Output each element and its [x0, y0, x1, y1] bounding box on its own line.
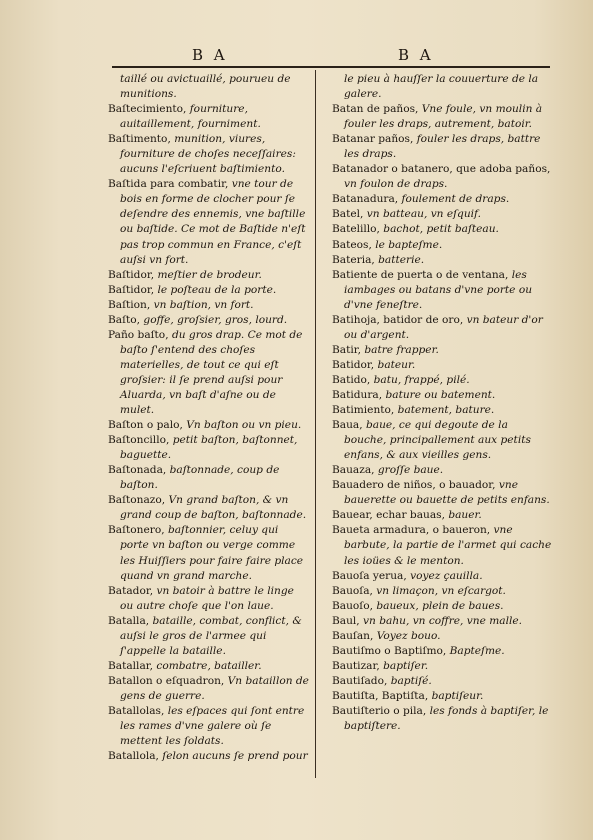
entry-headword: Batallolas, — [108, 704, 168, 717]
entry-gloss: baptiſeur. — [431, 689, 484, 702]
entry-headword: Baueta armadura, o baueron, — [332, 524, 494, 537]
entry-gloss: taillé ou avictuaillé, pourueu de munitions. — [120, 73, 291, 101]
entry-headword: Baſtimento, — [108, 133, 175, 146]
dictionary-entry — [332, 523, 552, 568]
entry-headword: Batanar paños, — [332, 133, 417, 146]
entry-headword: Bauoſa yerua, — [332, 569, 411, 582]
entry-headword: Batallon o eſquadron, — [108, 674, 228, 687]
entry-headword: Baſtonero, — [108, 524, 168, 537]
dictionary-entry — [332, 704, 552, 734]
entry-gloss: batterie. — [378, 253, 425, 266]
dictionary-entry — [108, 268, 310, 283]
dictionary-entry — [108, 523, 310, 583]
entry-headword: Batihoja, batidor de oro, — [332, 313, 467, 326]
entry-gloss: vn bateur d'or ou d'argent. — [344, 313, 543, 341]
entry-headword: Baſtonada, — [108, 464, 170, 477]
entry-headword: Batiente de puerta o de ventana, — [332, 268, 512, 281]
entry-gloss: munition, viures, fourniture de choſes neceſſaires: aucuns l'eſcriuent baſtimiento. — [120, 133, 296, 176]
dictionary-entry — [332, 343, 552, 358]
dictionary-entry — [332, 313, 552, 343]
dictionary-entry — [332, 689, 552, 704]
entry-gloss: les fonds à baptiſer, le baptiſtere. — [344, 704, 549, 733]
entry-headword: Batanadura, — [332, 193, 402, 206]
entry-gloss: baue, ce qui degoute de la bouche, principallement aux petits enfans, & aux vieilles gens. — [344, 419, 531, 462]
entry-gloss: Vn baſton ou vn pieu. — [186, 419, 302, 432]
dictionary-entry — [108, 418, 310, 433]
entry-gloss: baſtonnier, celuy qui porte vn baſton ou verge comme les Huiſſiers pour faire faire place quand vn grand marche. — [120, 524, 304, 582]
right-column — [332, 72, 552, 734]
entry-headword: Baul, — [332, 614, 364, 627]
entry-headword: Baua, — [332, 419, 366, 432]
entry-headword: Baſtidor, — [108, 283, 158, 296]
entry-gloss: bature ou batement. — [385, 388, 496, 401]
dictionary-entry — [332, 614, 552, 629]
entry-gloss: meſtier de brodeur. — [157, 268, 262, 281]
entry-gloss: vn batteau, vn eſquif. — [366, 208, 481, 221]
entry-headword: Batidor, — [332, 358, 378, 371]
dictionary-entry — [332, 222, 552, 237]
dictionary-entry — [108, 584, 310, 614]
entry-gloss: vne bauerette ou bauette de petits enfans. — [344, 479, 550, 507]
dictionary-entry — [332, 659, 552, 674]
entry-headword: Bauear, echar bauas, — [332, 509, 449, 522]
entry-gloss: bateur. — [377, 358, 416, 371]
entry-gloss: vne barbute, la partie de l'armet qui cache les ioües & le menton. — [344, 524, 552, 567]
entry-headword: Paño baſto, — [108, 328, 172, 341]
entry-gloss: vne tour de bois en forme de clocher pour ſe deſendre des ennemis, vne baſtille ou baſtide. Ce mot de Baſtide n'eſt pas trop commun en France, c'eſt auſsi vn fort. — [120, 178, 306, 266]
dictionary-entry — [108, 614, 310, 659]
entry-headword: Baſtidor, — [108, 268, 158, 281]
entry-gloss: du gros drap. Ce mot de baſto ſ'entend des choſes materielles, de tout ce qui eſt groſsier: il ſe prend auſsi pour Aluarda, vn baſt d'aſne ou de mulet. — [120, 328, 303, 417]
entry-headword: Batan de paños, — [332, 103, 422, 116]
dictionary-entry — [332, 403, 552, 418]
entry-gloss: goffe, groſsier, gros, lourd. — [143, 313, 288, 326]
entry-headword: Batanador o batanero, que adoba paños, — [332, 163, 551, 176]
entry-gloss: vn limaçon, vn eſcargot. — [376, 584, 506, 597]
entry-gloss: bachot, petit baſteau. — [383, 223, 499, 236]
entry-gloss: voyez çauilla. — [410, 569, 483, 582]
entry-gloss: vn foulon de draps. — [344, 178, 448, 191]
dictionary-entry — [108, 132, 310, 177]
entry-gloss: Bapteſme. — [449, 644, 505, 657]
dictionary-entry — [108, 674, 310, 704]
entry-headword: Bauſan, — [332, 629, 377, 642]
entry-headword: Baſton o palo, — [108, 419, 187, 432]
dictionary-entry — [332, 192, 552, 207]
entry-gloss: fourniture, auitaillement, fourniment. — [120, 103, 261, 131]
dictionary-entry — [332, 132, 552, 162]
entry-headword: Baſto, — [108, 313, 144, 326]
dictionary-entry — [108, 463, 310, 493]
dictionary-entry — [332, 463, 552, 478]
dictionary-entry — [108, 433, 310, 463]
column-divider — [315, 70, 316, 778]
dictionary-entry — [332, 644, 552, 659]
entry-headword: Bautiſta, Baptiſta, — [332, 689, 432, 702]
entry-gloss: batu, frappé, pilé. — [373, 373, 470, 386]
entry-headword: Bauoſo, — [332, 599, 377, 612]
dictionary-entry — [108, 493, 310, 523]
entry-gloss: ſelon aucuns ſe prend pour — [162, 750, 308, 763]
entry-headword: Batallola, — [108, 750, 163, 763]
entry-headword: Bateria, — [332, 253, 379, 266]
entry-gloss: le bapteſme. — [375, 238, 443, 251]
entry-gloss: Vn grand baſton, & vn grand coup de baſton, baſtonnade. — [120, 494, 307, 522]
entry-gloss: les iambages ou batans d'vne porte ou d'vne feneſtre. — [344, 268, 533, 311]
entry-gloss: foulement de draps. — [401, 193, 510, 206]
dictionary-entry — [332, 584, 552, 599]
dictionary-entry — [332, 268, 552, 313]
dictionary-entry — [332, 569, 552, 584]
dictionary-entry — [108, 313, 310, 328]
entry-gloss: combatre, batailler. — [156, 659, 262, 672]
entry-headword: Batidura, — [332, 388, 386, 401]
entry-gloss: baſtonnade, coup de baſton. — [120, 464, 280, 492]
entry-gloss: baptiſé. — [390, 674, 432, 687]
entry-gloss: batre frapper. — [364, 343, 439, 356]
entry-headword: Bautiſmo o Baptiſmo, — [332, 644, 450, 657]
dictionary-entry — [332, 629, 552, 644]
running-header — [0, 46, 593, 66]
entry-headword: Bautizar, — [332, 659, 384, 672]
dictionary-entry — [108, 659, 310, 674]
entry-headword: Batimiento, — [332, 404, 398, 417]
dictionary-entry — [332, 238, 552, 253]
entry-gloss: baueux, plein de baues. — [376, 599, 504, 612]
dictionary-entry — [108, 328, 310, 418]
entry-gloss: bauer. — [448, 509, 482, 522]
dictionary-entry — [332, 253, 552, 268]
entry-headword: Bauoſa, — [332, 584, 377, 597]
entry-gloss: Vne foule, vn moulin à fouler les draps, autrement, batoir. — [344, 103, 543, 131]
entry-gloss: batement, bature. — [397, 404, 495, 417]
entry-headword: Bautiſado, — [332, 674, 391, 687]
entry-gloss: bataille, combat, conflict, & auſsi le gros de l'armee qui ſ'appelle la bataille. — [120, 614, 302, 657]
dictionary-entry — [332, 599, 552, 614]
entry-gloss: le pieu à hauſſer la couuerture de la galere. — [344, 73, 539, 101]
entry-headword: Bateos, — [332, 238, 376, 251]
entry-headword: Batalla, — [108, 614, 153, 627]
entry-headword: Batel, — [332, 208, 367, 221]
dictionary-entry — [108, 749, 310, 764]
dictionary-entry — [332, 388, 552, 403]
entry-headword: Bautiſterio o pila, — [332, 704, 430, 717]
entry-headword: Baſtonazo, — [108, 494, 169, 507]
header-left: B A — [192, 46, 228, 64]
dictionary-entry — [332, 358, 552, 373]
dictionary-entry — [108, 704, 310, 749]
dictionary-entry — [332, 478, 552, 508]
entry-headword: Bauaza, — [332, 464, 378, 477]
entry-gloss: vn batoir à battre le linge ou autre choſe que l'on laue. — [120, 584, 294, 612]
dictionary-entry — [332, 162, 552, 192]
header-right: B A — [398, 46, 434, 64]
entry-headword: Batallar, — [108, 659, 157, 672]
entry-headword: Bauadero de niños, o bauador, — [332, 479, 499, 492]
dictionary-entry — [332, 102, 552, 132]
left-column — [108, 72, 310, 764]
dictionary-entry — [108, 298, 310, 313]
entry-headword: Baſtida para combatir, — [108, 178, 232, 191]
entry-gloss: vn bahu, vn coffre, vne malle. — [363, 614, 522, 627]
entry-gloss: groſſe baue. — [377, 464, 444, 477]
dictionary-entry — [332, 674, 552, 689]
entry-gloss: le poſteau de la porte. — [157, 283, 277, 296]
dictionary-entry — [108, 102, 310, 132]
entry-gloss: Voyez bouo. — [376, 629, 441, 642]
entry-gloss: les eſpaces qui ſont entre les rames d'vne galere où ſe mettent les ſoldats. — [120, 704, 305, 748]
dictionary-entry — [332, 72, 552, 102]
entry-headword: Baſtecimiento, — [108, 103, 190, 116]
header-rule — [112, 66, 550, 68]
dictionary-entry — [332, 418, 552, 463]
dictionary-entry — [108, 177, 310, 267]
dictionary-entry — [332, 373, 552, 388]
entry-headword: Baſtoncillo, — [108, 434, 173, 447]
entry-headword: Batir, — [332, 343, 365, 356]
entry-gloss: Vn bataillon de gens de guerre. — [120, 674, 309, 702]
entry-headword: Baſtion, — [108, 298, 154, 311]
entry-headword: Batador, — [108, 584, 157, 597]
entry-gloss: fouler les draps, battre les draps. — [344, 133, 541, 161]
dictionary-entry — [332, 508, 552, 523]
dictionary-entry — [108, 283, 310, 298]
entry-headword: Batido, — [332, 373, 374, 386]
dictionary-entry — [108, 72, 310, 102]
entry-headword: Batelillo, — [332, 223, 384, 236]
dictionary-entry — [332, 207, 552, 222]
entry-gloss: vn baſtion, vn fort. — [153, 298, 254, 311]
entry-gloss: baptiſer. — [383, 659, 429, 672]
entry-gloss: petit baſton, baſtonnet, baguette. — [120, 434, 298, 462]
